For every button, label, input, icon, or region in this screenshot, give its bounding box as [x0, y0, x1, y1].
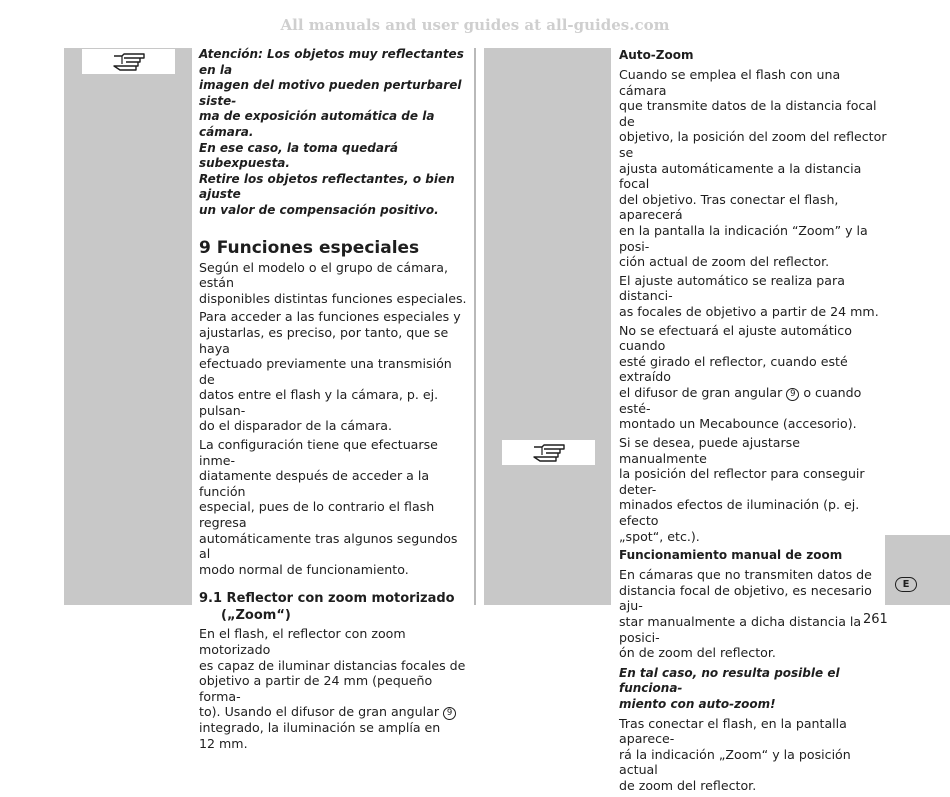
text-line: efectuado previamente una transmisión de: [199, 356, 452, 387]
section-title: Auto-Zoom: [619, 48, 694, 62]
text-line: especial, pues de lo contrario el flash regresa: [199, 499, 435, 531]
note-line: Atención: Los objetos muy reflectantes en la: [199, 47, 464, 77]
text-line: ajusta automáticamente a la distancia focal: [619, 160, 862, 192]
text-line: del objetivo. Tras conectar el flash, aparecerá: [619, 191, 839, 223]
text-line: disponibles distintas funciones especiales.: [199, 290, 467, 306]
text-line: integrado, la iluminación se amplía en: [199, 720, 441, 736]
subsection-heading: 9.1 Reflector con zoom motorizado: [199, 591, 455, 607]
paragraph: [199, 626, 469, 751]
text-line: automáticamente tras algunos segundos al: [199, 530, 458, 562]
paragraph: [199, 260, 469, 307]
text-line: esté girado el reflector, cuando esté extraído: [619, 353, 848, 385]
text-line: es capaz de iluminar distancias focales de: [199, 657, 466, 673]
text-line: que transmite datos de la distancia focal de: [619, 98, 877, 129]
text-line: La configuración tiene que efectuarse inme-: [199, 437, 438, 468]
paragraph: [619, 273, 889, 320]
callout-number: 9: [786, 388, 799, 401]
page-number: 261: [863, 612, 888, 627]
text-line: Según el modelo o el grupo de cámara, están: [199, 259, 448, 291]
text-line: Tras conectar el flash, en la pantalla aparece-: [619, 715, 847, 747]
text-line: En el flash, el reflector con zoom motorizado: [199, 626, 406, 657]
text-line: minados efectos de iluminación (p. ej. efecto: [619, 497, 860, 529]
warning-note: [199, 47, 469, 219]
text-line: o cuando esté-: [619, 384, 862, 416]
text-line: en la pantalla la indicación “Zoom” y la posi-: [619, 222, 868, 254]
paragraph: [619, 567, 889, 661]
text-line: distancia focal de objetivo, es necesario aju-: [619, 582, 872, 614]
column-divider: [474, 48, 476, 605]
watermark: All manuals and user guides at all-guides.com: [280, 16, 670, 34]
subsection-title: Funcionamiento manual de zoom: [619, 548, 843, 563]
text-line: ón de zoom del reflector.: [619, 645, 776, 661]
paragraph: [619, 323, 889, 433]
left-column: [199, 47, 469, 755]
text-line: No se efectuará el ajuste automático cuando: [619, 322, 852, 354]
left-sidebar: [64, 48, 192, 605]
paragraph: [199, 309, 469, 434]
right-column: [619, 47, 889, 797]
note-line: En tal caso, no resulta posible el funciona-: [619, 665, 840, 696]
text-line: rá la indicación „Zoom“ y la posición actual: [619, 746, 851, 778]
text-line: to). Usando el difusor de gran angular: [199, 704, 440, 720]
paragraph: [619, 435, 889, 544]
language-badge: E: [895, 577, 917, 592]
paragraph: [619, 67, 889, 270]
text-line: Para acceder a las funciones especiales y: [199, 309, 461, 325]
text-line: ajustarlas, es preciso, por tanto, que se haya: [199, 324, 449, 356]
subsection-heading-cont: („Zoom“): [221, 608, 291, 624]
text-line: En cámaras que no transmiten datos de: [619, 567, 872, 583]
pointing-hand-icon: [110, 52, 148, 72]
text-line: as focales de objetivo a partir de 24 mm.: [619, 303, 879, 319]
callout-number: 9: [443, 707, 456, 720]
note-line: ma de exposición automática de la cámara.: [199, 109, 435, 139]
right-note-box: [502, 440, 595, 465]
section-heading: 9 Funciones especiales: [199, 237, 420, 258]
warning-note: [619, 666, 889, 713]
text-line: modo normal de funcionamiento.: [199, 561, 409, 577]
text-line: diatamente después de acceder a la función: [199, 468, 430, 499]
text-line: el difusor de gran angular: [619, 384, 783, 400]
text-line: „spot“, etc.).: [619, 528, 700, 544]
text-line: ción actual de zoom del reflector.: [619, 254, 830, 270]
text-line: Si se desea, puede ajustarse manualmente: [619, 435, 800, 466]
pointing-hand-icon: [530, 443, 568, 463]
language-tab: [885, 535, 950, 605]
note-line: un valor de compensación positivo.: [199, 202, 439, 217]
left-note-box: [82, 49, 175, 74]
text-line: star manualmente a dicha distancia la posici-: [619, 614, 862, 645]
note-line: Retire los objetos reflectantes, o bien ajuste: [199, 171, 455, 202]
note-line: En ese caso, la toma quedará subexpuesta.: [199, 140, 398, 171]
note-line: miento con auto-zoom!: [619, 696, 776, 711]
text-line: do el disparador de la cámara.: [199, 418, 392, 434]
text-line: datos entre el flash y la cámara, p. ej. pulsan-: [199, 387, 439, 418]
text-line: la posición del reflector para conseguir deter-: [619, 466, 865, 497]
paragraph: [199, 437, 469, 577]
text-line: de zoom del reflector.: [619, 777, 757, 793]
note-line: imagen del motivo pueden perturbarel siste-: [199, 78, 462, 108]
text-line: objetivo a partir de 24 mm (pequeño forma-: [199, 673, 433, 704]
text-line: montado un Mecabounce (accesorio).: [619, 416, 857, 432]
text-line: El ajuste automático se realiza para distanci-: [619, 272, 845, 304]
text-line: objetivo, la posición del zoom del reflector se: [619, 129, 887, 160]
text-line: 12 mm.: [199, 735, 248, 751]
text-line: Cuando se emplea el flash con una cámara: [619, 67, 841, 98]
paragraph: [619, 716, 889, 794]
middle-sidebar: [484, 48, 611, 605]
